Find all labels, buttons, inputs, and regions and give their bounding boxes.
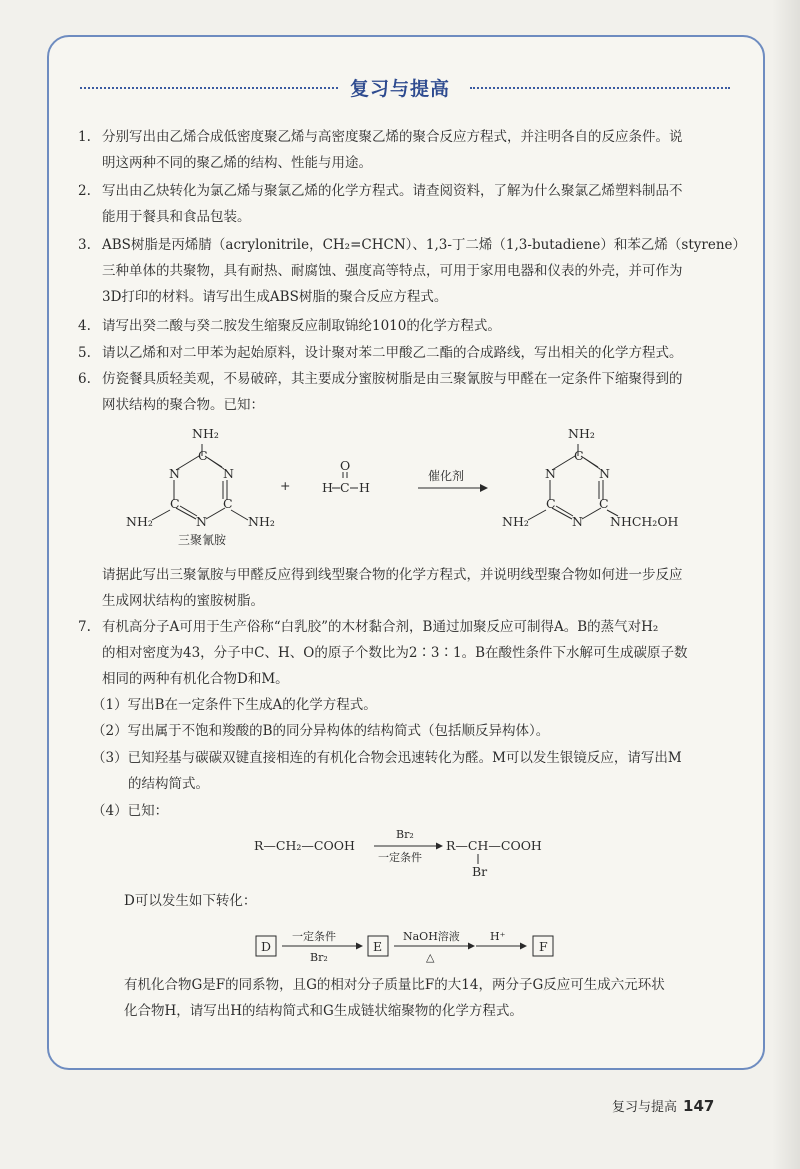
ring-nitrogen-label: N	[196, 514, 207, 529]
question-number: 6.	[78, 371, 91, 387]
question-3	[78, 232, 746, 310]
question-number: 1.	[78, 129, 91, 145]
question-text: 仿瓷餐具质轻美观，不易破碎，其主要成分蜜胺树脂是由三聚氰胺与甲醛在一定条件下缩聚得到的	[102, 371, 683, 387]
question-text: 能用于餐具和食品包装。	[102, 209, 251, 225]
page-edge-shadow	[772, 0, 800, 1169]
compound-e: E	[373, 939, 383, 954]
question-text: 相同的两种有机化合物D和M。	[102, 671, 289, 687]
question-text: 请写出癸二酸与癸二胺发生缩聚反应制取锦纶1010的化学方程式。	[102, 318, 501, 334]
ring-nitrogen-label: N	[169, 466, 180, 481]
melamine-reaction-diagram	[100, 420, 720, 560]
ring-carbon-label: C	[223, 496, 233, 511]
question-number: 4.	[78, 318, 91, 334]
oxygen-label: O	[340, 458, 351, 473]
ring-nitrogen-label: N	[599, 466, 610, 481]
question-text: 生成网状结构的蜜胺树脂。	[102, 593, 264, 609]
condition-label: 一定条件	[378, 851, 422, 864]
question-text: 的相对密度为43，分子中C、H、O的原子个数比为2∶3∶1。B在酸性条件下水解可生成碳原子数	[102, 645, 688, 661]
question-text: 三种单体的共聚物，具有耐热、耐腐蚀、强度高等特点，可用于家用电器和仪表的外壳，并可作为	[102, 263, 683, 279]
sub-question-4: （4）已知：	[92, 803, 169, 819]
question-2	[78, 178, 683, 230]
ring-carbon-label: C	[198, 448, 208, 463]
sub-question-3-cont: 的结构简式。	[128, 776, 209, 792]
question-number: 2.	[78, 183, 91, 199]
step3-reagent: H⁺	[490, 930, 506, 943]
product-formula: R—CH—COOH	[446, 838, 542, 853]
question-text: 请以乙烯和对二甲苯为起始原料，设计聚对苯二甲酸乙二酯的合成路线，写出相关的化学方程式。	[102, 345, 683, 361]
question-text: 请据此写出三聚氰胺与甲醛反应得到线型聚合物的化学方程式，并说明线型聚合物如何进一步反应	[102, 567, 683, 583]
question-text: 写出由乙炔转化为氯乙烯与聚氯乙烯的化学方程式。请查阅资料，了解为什么聚氯乙烯塑料制品不	[102, 183, 683, 199]
sub-question-1: （1）写出B在一定条件下生成A的化学方程式。	[92, 697, 377, 713]
page-number: 147	[683, 1097, 715, 1115]
nh2-label: NH₂	[126, 514, 153, 529]
question-7	[78, 614, 688, 692]
nhch2oh-label: NHCH₂OH	[610, 514, 679, 529]
ring-carbon-label: C	[574, 448, 584, 463]
d-transformation-text: D可以发生如下转化：	[124, 893, 257, 909]
ring-carbon-label: C	[546, 496, 556, 511]
ring-carbon-label: C	[170, 496, 180, 511]
nh2-label: NH₂	[502, 514, 529, 529]
bromination-reaction	[250, 826, 570, 882]
question-number: 7.	[78, 619, 91, 635]
question-text: ABS树脂是丙烯腈（acrylonitrile，CH₂=CHCN）、1,3-丁二烯（1,3-butadiene）和苯乙烯（styrene）	[102, 237, 746, 253]
question-text: 有机高分子A可用于生产俗称“白乳胶”的木材黏合剂，B通过加聚反应可制得A。B的蒸气对H₂	[102, 619, 659, 635]
question-text: 3D打印的材料。请写出生成ABS树脂的聚合反应方程式。	[102, 289, 448, 305]
bromine-substituent: Br	[472, 864, 488, 879]
catalyst-label: 催化剂	[428, 469, 465, 483]
melamine-caption: 三聚氰胺	[178, 533, 227, 547]
step2-reagent: NaOH溶液	[403, 930, 460, 943]
question-text: 分别写出由乙烯合成低密度聚乙烯与高密度聚乙烯的聚合反应方程式，并注明各自的反应条件。说	[102, 129, 683, 145]
dotted-rule-left	[80, 87, 338, 89]
question-4	[78, 313, 501, 339]
sub-question-2: （2）写出属于不饱和羧酸的B的同分异构体的结构简式（包括顺反异构体）。	[92, 723, 550, 739]
hydrogen-label: H	[322, 480, 333, 495]
ring-nitrogen-label: N	[545, 466, 556, 481]
dotted-rule-right	[470, 87, 730, 89]
question-text: 化合物H，请写出H的结构简式和G生成链状缩聚物的化学方程式。	[124, 1003, 523, 1019]
question-6-followup	[102, 562, 683, 614]
question-5	[78, 340, 683, 366]
step1-condition: 一定条件	[292, 930, 336, 943]
compound-f: F	[539, 939, 548, 954]
sub-question-3: （3）已知羟基与碳碳双键直接相连的有机化合物会迅速转化为醛。M可以发生银镜反应，请写出M	[92, 750, 682, 766]
ring-nitrogen-label: N	[223, 466, 234, 481]
carbon-label: C	[340, 480, 350, 495]
step1-reagent: Br₂	[310, 951, 328, 964]
ring-nitrogen-label: N	[572, 514, 583, 529]
compound-d: D	[261, 939, 272, 954]
nh2-label: NH₂	[568, 426, 595, 441]
plus-sign: +	[280, 478, 291, 493]
reactant-formula: R—CH₂—COOH	[254, 838, 355, 853]
question-number: 3.	[78, 237, 91, 253]
question-7-final	[124, 972, 665, 1024]
step2-heat: △	[426, 951, 435, 964]
question-6	[78, 366, 683, 418]
question-text: 有机化合物G是F的同系物，且G的相对分子质量比F的大14，两分子G反应可生成六元环状	[124, 977, 665, 993]
footer-section-label: 复习与提高	[612, 1100, 678, 1115]
page-footer	[612, 1096, 714, 1115]
d-e-f-scheme	[250, 926, 570, 970]
question-1	[78, 124, 683, 176]
nh2-label: NH₂	[192, 426, 219, 441]
question-text: 明这两种不同的聚乙烯的结构、性能与用途。	[102, 155, 372, 171]
ring-carbon-label: C	[599, 496, 609, 511]
reagent-label: Br₂	[396, 828, 414, 841]
hydrogen-label: H	[359, 480, 370, 495]
section-header	[80, 70, 730, 106]
section-title: 复习与提高	[350, 78, 451, 100]
question-number: 5.	[78, 345, 91, 361]
question-text: 网状结构的聚合物。已知：	[102, 397, 264, 413]
nh2-label: NH₂	[248, 514, 275, 529]
